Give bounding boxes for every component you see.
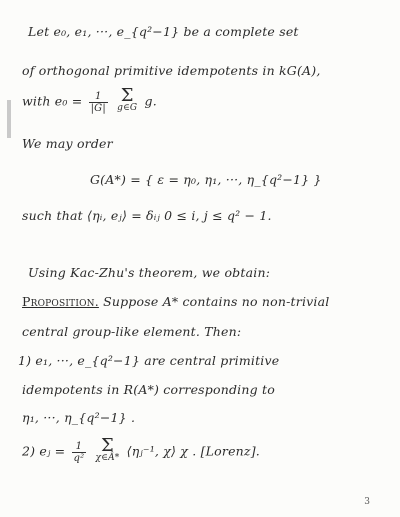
summation-index: g∈G bbox=[117, 103, 138, 113]
fraction-numerator: 1 bbox=[89, 91, 108, 103]
line-8 bbox=[22, 294, 329, 309]
line-13-lead: 2) eⱼ = bbox=[22, 443, 66, 459]
line-3-lead: with e₀ = bbox=[22, 93, 83, 109]
line-10: 1) e₁, ···, e_{q²−1} are central primitive bbox=[18, 353, 280, 368]
summation bbox=[95, 435, 120, 464]
line-1: Let e₀, e₁, ···, e_{q²−1} be a complete set bbox=[28, 24, 299, 39]
line-13-tail: ⟨ηⱼ⁻¹, χ⟩ χ . [Lorenz]. bbox=[126, 443, 260, 459]
line-12: η₁, ···, η_{q²−1} . bbox=[22, 410, 136, 425]
line-7: Using Kac-Zhu's theorem, we obtain: bbox=[28, 265, 271, 280]
margin-mark bbox=[7, 100, 11, 138]
line-3-tail: g. bbox=[144, 93, 157, 109]
line-13 bbox=[22, 435, 260, 464]
sigma-symbol: Σ bbox=[101, 435, 114, 456]
fraction-1-over-G bbox=[89, 91, 108, 114]
line-8-rest: Suppose A* contains no non-trivial bbox=[98, 294, 330, 309]
summation bbox=[117, 85, 138, 114]
fraction-numerator: 1 bbox=[72, 441, 87, 453]
summation-index: χ∈Â* bbox=[95, 453, 120, 463]
fraction-denominator: q² bbox=[73, 452, 85, 464]
line-4: We may order bbox=[22, 136, 113, 151]
sigma-symbol: Σ bbox=[120, 85, 134, 106]
fraction-denominator: |G| bbox=[90, 102, 106, 114]
line-5: G(A*) = { ε = η₀, η₁, ···, η_{q²−1} } bbox=[90, 172, 322, 187]
page-number: 3 bbox=[364, 497, 370, 507]
fraction-1-over-q2 bbox=[72, 441, 87, 464]
line-6: such that ⟨ηᵢ, eⱼ⟩ = δᵢⱼ 0 ≤ i, j ≤ q² − 1. bbox=[22, 208, 272, 223]
line-11: idempotents in R(A*) corresponding to bbox=[22, 382, 275, 397]
proposition-label: Proposition. bbox=[22, 294, 99, 309]
line-3 bbox=[22, 85, 157, 114]
line-9: central group-like element. Then: bbox=[22, 324, 242, 339]
line-2: of orthogonal primitive idempotents in kG(A), bbox=[22, 63, 321, 78]
